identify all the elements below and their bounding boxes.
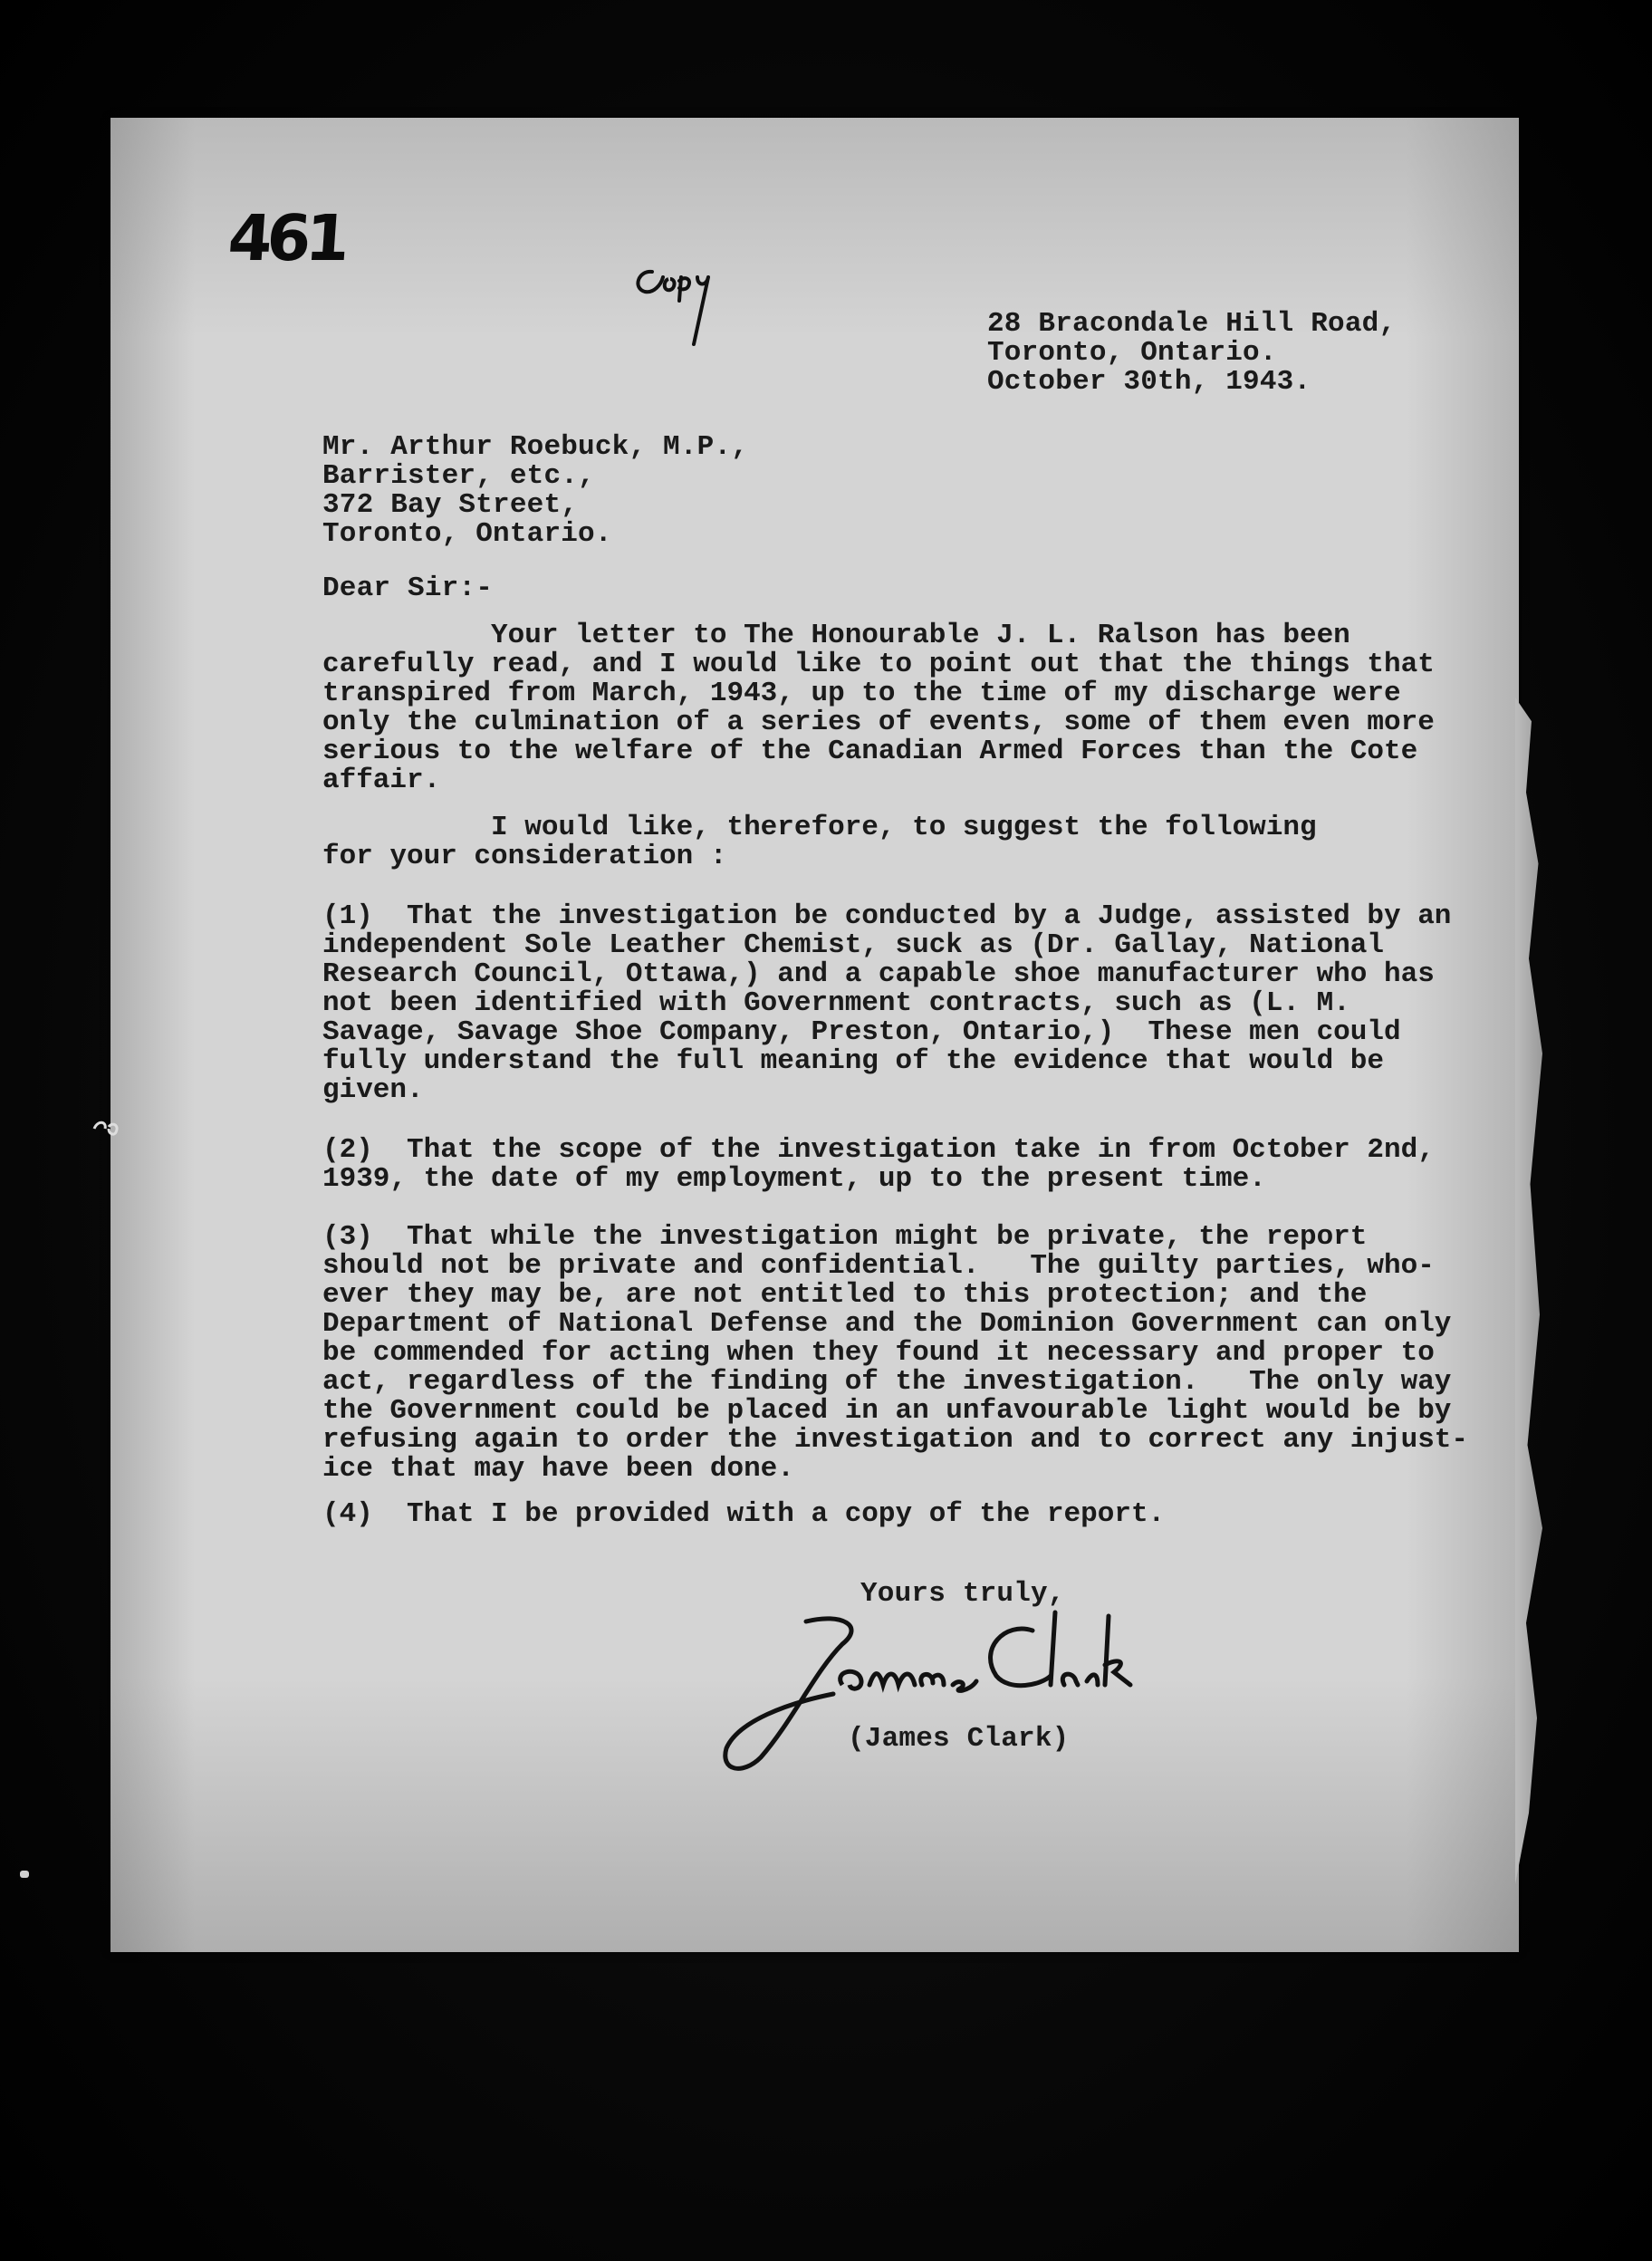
page-number-mark: 461 — [226, 201, 347, 275]
body-line: carefully read, and I would like to point out that the things that — [322, 649, 1435, 680]
body-line: only the culmination of a series of events, some of them even more — [322, 707, 1435, 738]
salutation: Dear Sir:- — [322, 572, 494, 604]
body-line: refusing again to order the investigation and to correct any injust- — [322, 1424, 1469, 1456]
body-line: Research Council, Ottawa,) and a capable shoe manufacturer who has — [322, 958, 1435, 990]
body-line: (4) That I be provided with a copy of the report. — [322, 1498, 1166, 1530]
typed-name: (James Clark) — [848, 1723, 1070, 1755]
body-line: for your consideration : — [322, 841, 727, 872]
body-line: ever they may be, are not entitled to this protection; and the — [322, 1279, 1368, 1311]
body-line: be commended for acting when they found it necessary and proper to — [322, 1337, 1435, 1369]
body-line: 1939, the date of my employment, up to the present time. — [322, 1163, 1266, 1195]
scan-speck — [20, 1871, 29, 1878]
recipient-city: Toronto, Ontario. — [322, 518, 612, 550]
body-paragraph-2 — [322, 813, 1317, 871]
body-line: the Government could be placed in an unfavourable light would be by — [322, 1395, 1452, 1427]
body-line: Savage, Savage Shoe Company, Preston, Ontario,) These men could — [322, 1016, 1401, 1048]
body-line: not been identified with Government contracts, such as (L. M. — [322, 987, 1350, 1019]
handwritten-signature — [706, 1594, 1232, 1785]
margin-mark — [91, 1116, 123, 1138]
body-line: ice that may have been done. — [322, 1453, 794, 1485]
body-paragraph-1 — [322, 621, 1435, 795]
recipient-name: Mr. Arthur Roebuck, M.P., — [322, 431, 749, 463]
body-line: given. — [322, 1074, 424, 1106]
sender-address-line1: 28 Bracondale Hill Road, — [987, 308, 1397, 340]
body-line: Department of National Defense and the Dominion Government can only — [322, 1308, 1452, 1340]
body-line: Your letter to The Honourable J. L. Ralson has been — [322, 620, 1350, 651]
item-2-paragraph — [322, 1136, 1435, 1194]
letter-date: October 30th, 1943. — [987, 366, 1311, 398]
body-line: I would like, therefore, to suggest the following — [322, 812, 1317, 843]
item-4-paragraph — [322, 1500, 1165, 1529]
item-3-paragraph — [322, 1223, 1468, 1484]
body-line: (3) That while the investigation might be private, the report — [322, 1221, 1368, 1253]
sender-address-line2: Toronto, Ontario. — [987, 337, 1277, 369]
body-line: transpired from March, 1943, up to the time of my discharge were — [322, 678, 1401, 709]
body-line: (1) That the investigation be conducted by a Judge, assisted by an — [322, 900, 1452, 932]
body-line: affair. — [322, 765, 441, 796]
recipient-street: 372 Bay Street, — [322, 489, 579, 521]
body-line: act, regardless of the finding of the investigation. The only way — [322, 1366, 1452, 1398]
body-line: should not be private and confidential. The guilty parties, who- — [322, 1250, 1435, 1282]
handwritten-copy-mark — [625, 245, 752, 353]
item-1-paragraph — [322, 902, 1451, 1105]
body-line: fully understand the full meaning of the evidence that would be — [322, 1045, 1384, 1077]
body-line: (2) That the scope of the investigation take in from October 2nd, — [322, 1134, 1435, 1166]
recipient-title: Barrister, etc., — [322, 460, 595, 492]
closing: Yours truly, — [860, 1578, 1065, 1610]
body-line: serious to the welfare of the Canadian Armed Forces than the Cote — [322, 736, 1418, 767]
body-line: independent Sole Leather Chemist, suck as (Dr. Gallay, National — [322, 929, 1384, 961]
